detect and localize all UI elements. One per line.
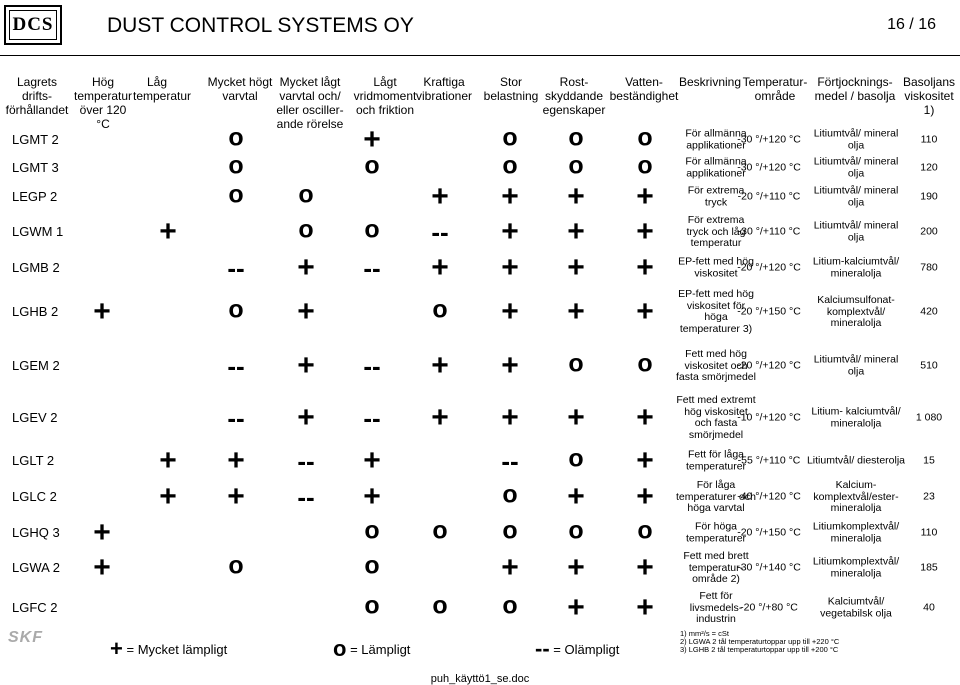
o-mark: o [364,516,380,545]
description-cell: För extrema tryck [687,184,745,208]
o-mark: o [432,591,448,620]
column-header: Basoljans viskositet 1) [902,75,956,117]
description-cell: Fett med brett temperatur- område 2) [683,549,749,585]
plus-mark: + [363,444,381,477]
thickener-cell: Litiumkomplextvål/ mineralolja [812,555,900,579]
plus-mark: + [636,251,654,284]
o-mark: o [298,215,314,244]
plus-mark: + [636,215,654,248]
o-mark: o [502,480,518,509]
o-mark: o [228,123,244,152]
plus-mark: + [567,251,585,284]
temperature-cell: -10 °/+120 °C [737,411,801,424]
thickener-cell: Litiumtvål/ diesterolja [806,454,906,467]
column-header: Stor belastning [483,75,539,103]
o-mark: o [432,295,448,324]
description-cell: För allmänna applikationer [685,155,747,179]
plus-mark: + [297,251,315,284]
viscosity-cell: 420 [920,305,938,318]
plus-mark: + [501,401,519,434]
o-mark: o [637,151,653,180]
row-label: LGEV 2 [12,410,58,425]
o-mark: o [637,349,653,378]
plus-mark: + [567,215,585,248]
column-header: Vatten- beständighet [609,75,679,103]
row-label: LEGP 2 [12,189,58,204]
plus-mark: + [567,401,585,434]
o-mark: o [364,591,380,620]
plus-mark: + [159,215,177,248]
plus-mark: + [567,180,585,213]
row-label: LGLT 2 [12,453,55,468]
column-header: Förtjocknings- medel / basolja [814,75,896,103]
thickener-cell: Kalciumsulfonat- komplextvål/ mineralolja [817,293,895,329]
temperature-cell: -20 °/+110 °C [737,190,801,203]
column-header: Temperatur- område [742,75,808,103]
description-cell: För extrema tryck och låg temperatur [686,213,746,249]
o-mark: o [637,123,653,152]
plus-mark: + [567,480,585,513]
viscosity-cell: 190 [920,190,938,203]
viscosity-cell: 200 [920,225,938,238]
temperature-cell: -30 °/+110 °C [737,225,801,238]
minus-mark: -- [227,253,245,283]
skf-logo: SKF [8,629,43,646]
plus-mark: + [431,180,449,213]
row-label: LGWM 1 [12,224,64,239]
column-header: Låg temperatur [133,75,192,103]
o-symbol: o [333,636,347,661]
column-header: Lågt vridmoment och friktion [353,75,417,117]
plus-mark: + [227,444,245,477]
plus-mark: + [501,551,519,584]
thickener-cell: Litiumtvål/ mineral olja [813,353,899,377]
o-mark: o [228,551,244,580]
o-mark: o [637,516,653,545]
row-label: LGHQ 3 [12,525,60,540]
minus-mark: -- [363,403,381,433]
o-mark: o [568,151,584,180]
description-cell: Fett för livsmedels- industrin [689,589,743,625]
legend-minus [535,636,619,662]
temperature-cell: -20 °/+120 °C [737,261,801,274]
legend-plus [110,636,227,662]
viscosity-cell: 110 [920,133,938,146]
thickener-cell: Kalcium- komplextvål/ester- mineralolja [813,478,899,514]
plus-mark: + [636,480,654,513]
o-mark: o [568,516,584,545]
plus-mark: + [501,295,519,328]
plus-mark: + [501,215,519,248]
o-mark: o [298,180,314,209]
footnote-1: 1) mm²/s = cSt [680,629,729,638]
plus-mark: + [297,401,315,434]
page-title: DUST CONTROL SYSTEMS OY [107,14,414,37]
logo-text: DCS [12,14,54,35]
thickener-cell: Litium- kalciumtvål/ mineralolja [811,405,901,429]
o-mark: o [502,591,518,620]
footnote-2: 2) LGWA 2 tål temperaturtoppar upp till +220 °C [680,637,840,646]
viscosity-cell: 120 [920,161,938,174]
temperature-cell: -20 °/+80 °C [740,601,798,614]
description-cell: För allmänna applikationer [685,127,747,151]
plus-mark: + [431,401,449,434]
plus-mark: + [227,480,245,513]
o-mark: o [502,516,518,545]
temperature-cell: -40 °/+120 °C [737,490,801,503]
footer-filename: puh_käyttö1_se.doc [430,673,530,685]
plus-mark: + [431,349,449,382]
o-mark: o [228,151,244,180]
plus-mark: + [159,444,177,477]
thickener-cell: Litiumtvål/ mineral olja [813,127,899,151]
temperature-cell: -20 °/+120 °C [737,359,801,372]
plus-mark: + [363,123,381,156]
viscosity-cell: 23 [923,490,935,503]
minus-symbol: -- [535,636,550,661]
page-number: 16 / 16 [887,16,936,33]
o-mark: o [432,516,448,545]
plus-mark: + [93,295,111,328]
viscosity-cell: 110 [920,526,938,539]
legend-minus-text: = Olämpligt [553,642,620,657]
thickener-cell: Litium-kalciumtvål/ mineralolja [812,255,900,279]
column-header: Rost- skyddande egenskaper [542,75,606,117]
description-cell: För höga temperaturer [685,520,747,544]
plus-mark: + [636,401,654,434]
temperature-cell: -30 °/+120 °C [737,161,801,174]
o-mark: o [228,180,244,209]
row-label: LGMB 2 [12,260,60,275]
column-header: Lagrets drifts- förhållandet [5,75,69,117]
row-label: LGWA 2 [12,560,60,575]
minus-mark: -- [227,351,245,381]
temperature-cell: -30 °/+140 °C [737,561,801,574]
column-header: Hög temperatur över 120 °C [74,75,133,131]
legend-plus-text: = Mycket lämpligt [126,642,228,657]
row-label: LGFC 2 [12,600,58,615]
o-mark: o [502,151,518,180]
column-header: Mycket lågt varvtal och/ eller osciller- ande rörelse [276,75,344,131]
plus-mark: + [501,180,519,213]
o-mark: o [228,295,244,324]
plus-mark: + [636,180,654,213]
row-label: LGMT 3 [12,160,59,175]
plus-mark: + [93,551,111,584]
o-mark: o [364,551,380,580]
plus-mark: + [567,295,585,328]
plus-symbol: + [110,636,123,661]
viscosity-cell: 780 [920,261,938,274]
description-cell: EP-fett med hög viskositet för höga temperaturer 3) [678,288,754,335]
description-cell: För låga temperaturer och höga varvtal [676,478,756,514]
thickener-cell: Litiumtvål/ mineral olja [813,184,899,208]
thickener-cell: Litiumtvål/ mineral olja [813,155,899,179]
description-cell: Fett med hög viskositet och fasta smörjmedel [676,347,756,383]
o-mark: o [568,123,584,152]
plus-mark: + [636,295,654,328]
minus-mark: -- [363,253,381,283]
o-mark: o [364,215,380,244]
column-header: Beskrivning [678,75,742,89]
plus-mark: + [567,551,585,584]
plus-mark: + [501,349,519,382]
description-cell: Fett för låga temperaturer [685,448,747,472]
plus-mark: + [636,444,654,477]
o-mark: o [364,151,380,180]
row-label: LGEM 2 [12,358,60,373]
column-header: Mycket högt varvtal [207,75,273,103]
plus-mark: + [636,551,654,584]
thickener-cell: Litiumkomplextvål/ mineralolja [812,520,900,544]
minus-mark: -- [297,482,315,512]
minus-mark: -- [227,403,245,433]
temperature-cell: -30 °/+120 °C [737,133,801,146]
temperature-cell: -20 °/+150 °C [737,305,801,318]
plus-mark: + [363,480,381,513]
minus-mark: -- [501,446,519,476]
plus-mark: + [297,295,315,328]
minus-mark: -- [297,446,315,476]
row-label: LGHB 2 [12,304,59,319]
description-cell: EP-fett med hög viskositet [678,255,754,279]
viscosity-cell: 510 [920,359,938,372]
o-mark: o [502,123,518,152]
plus-mark: + [159,480,177,513]
plus-mark: + [636,591,654,624]
row-label: LGMT 2 [12,132,59,147]
temperature-cell: -55 °/+110 °C [737,454,801,467]
plus-mark: + [297,349,315,382]
o-mark: o [568,349,584,378]
legend-o-text: = Lämpligt [350,642,411,657]
column-header: Kraftiga vibrationer [415,75,473,103]
viscosity-cell: 185 [920,561,938,574]
legend-o [333,636,410,662]
o-mark: o [568,444,584,473]
viscosity-cell: 40 [923,601,935,614]
viscosity-cell: 15 [923,454,935,467]
plus-mark: + [567,591,585,624]
header-divider [0,55,960,56]
plus-mark: + [431,251,449,284]
footnote-3: 3) LGHB 2 tål temperaturtoppar upp till +200 °C [680,645,839,654]
thickener-cell: Litiumtvål/ mineral olja [813,219,899,243]
thickener-cell: Kalciumtvål/ vegetabilsk olja [820,595,892,619]
description-cell: Fett med extremt hög viskositet och fasta smörjmedel [676,394,756,441]
dcs-logo [4,5,62,45]
plus-mark: + [93,516,111,549]
row-label: LGLC 2 [12,489,57,504]
plus-mark: + [501,251,519,284]
viscosity-cell: 1 080 [915,411,943,424]
minus-mark: -- [431,217,449,247]
temperature-cell: -20 °/+150 °C [737,526,801,539]
minus-mark: -- [363,351,381,381]
